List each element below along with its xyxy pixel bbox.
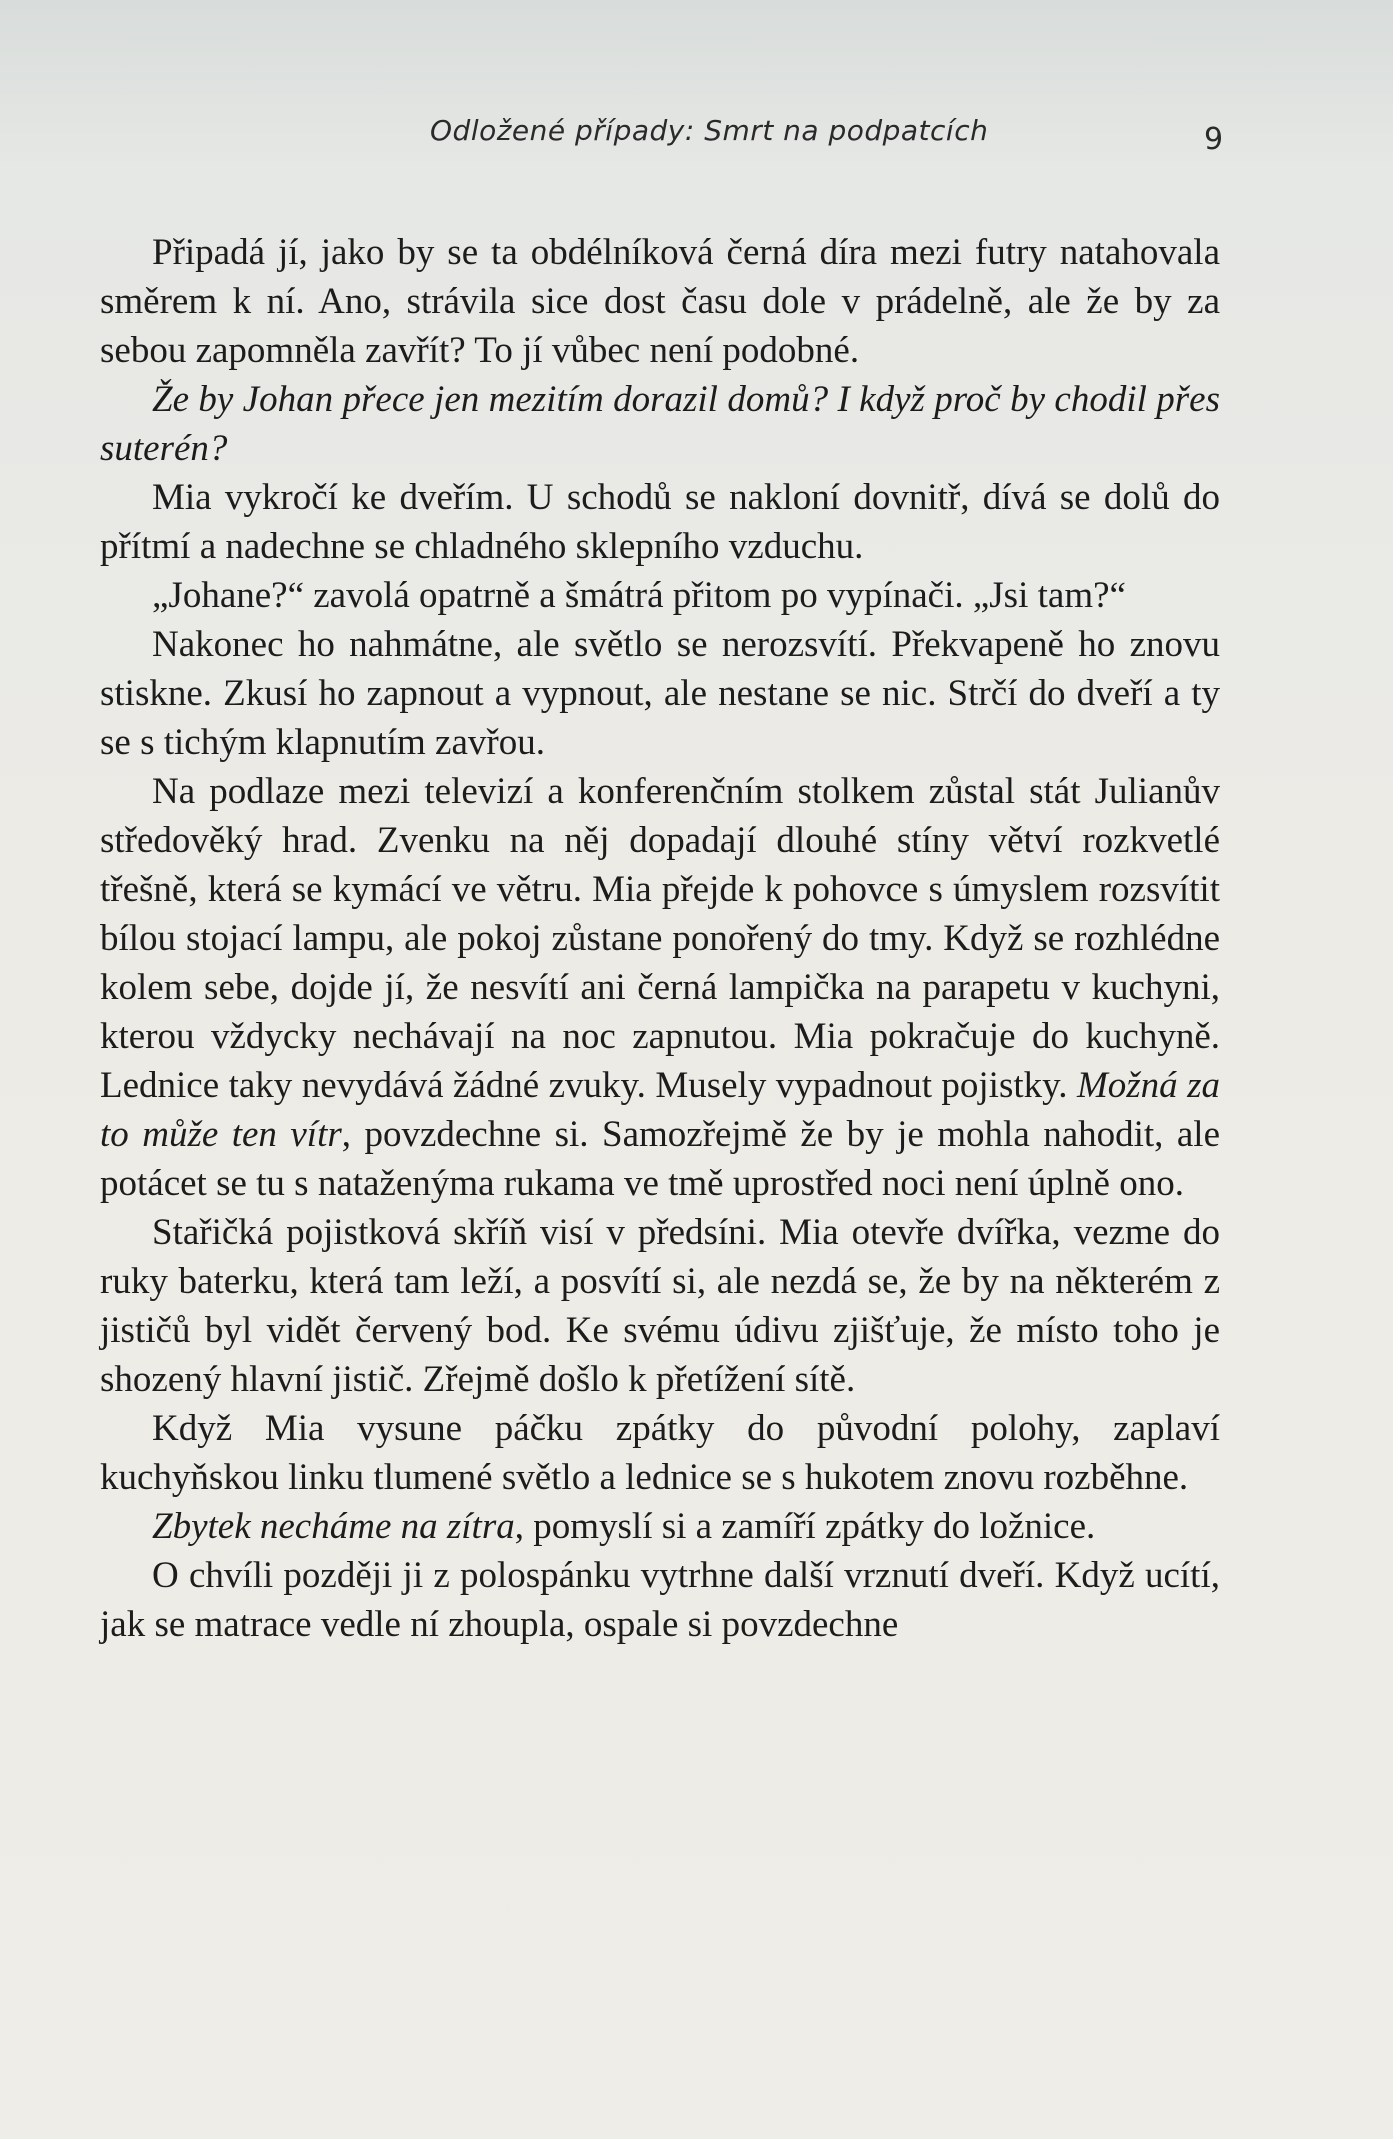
text-run: Když Mia vysune páčku zpátky do původní polohy, zaplaví kuchyňskou linku tlumené světlo a lednice se s hukotem znovu rozběhne. [100, 1408, 1220, 1498]
text-run: „Johane?“ zavolá opatrně a šmátrá přitom po vypínači. „Jsi tam?“ [152, 575, 1126, 616]
text-run-italic: Možná za to může ten vítr [100, 1065, 1220, 1155]
body-text [100, 228, 1220, 1649]
page-number: 9 [1204, 122, 1224, 157]
text-run: Nakonec ho nahmátne, ale světlo se nerozsvítí. Překvapeně ho znovu stiskne. Zkusí ho zapnout a vypnout, ale nestane se nic. Strčí do dveří a ty se s tichým klapnutím zavřou. [100, 624, 1220, 763]
text-run: Stařičká pojistková skříň visí v předsíni. Mia otevře dvířka, vezme do ruky baterku, která tam leží, a posvítí si, ale nezdá se, že by na některém z jističů byl vidět červený bod. Ke svému údivu zjišťuje, že místo toho je shozený hlavní jistič. Zřejmě došlo k přetížení sítě. [100, 1212, 1220, 1400]
paragraph [100, 767, 1220, 1208]
paragraph [100, 1404, 1220, 1502]
text-run: Na podlaze mezi televizí a konferenčním stolkem zůstal stát Julianův středověký hrad. Zvenku na něj dopadají dlouhé stíny větví rozkvetlé třešně, která se kymácí ve větru. Mia přejde k pohovce s úmyslem rozsvítit bílou stojací lampu, ale pokoj zůstane ponořený do tmy. Když se rozhlédne kolem sebe, dojde jí, že nesvítí ani černá lampička na parapetu v kuchyni, kterou vždycky nechávají na noc zapnutou. Mia pokračuje do kuchyně. Lednice taky nevydává žádné zvuky. Musely vypadnout pojistky. [100, 771, 1220, 1106]
paragraph [100, 571, 1220, 620]
text-run-italic: Zbytek necháme na zítra [152, 1506, 515, 1547]
paragraph [100, 1551, 1220, 1649]
paragraph [100, 228, 1220, 375]
text-run: Připadá jí, jako by se ta obdélníková černá díra mezi futry natahovala směrem k ní. Ano, strávila sice dost času dole v prádelně, ale že by za sebou zapomněla zavřít? To jí vůbec není podobné. [100, 232, 1220, 371]
paragraph [100, 1502, 1220, 1551]
text-run: O chvíli později ji z polospánku vytrhne další vrznutí dveří. Když ucítí, jak se matrace vedle ní zhoupla, ospale si povzdechne [100, 1555, 1220, 1645]
text-run: Mia vykročí ke dveřím. U schodů se nakloní dovnitř, dívá se dolů do přítmí a nadechne se chladného sklepního vzduchu. [100, 477, 1220, 567]
paragraph [100, 620, 1220, 767]
running-title: Odložené případy: Smrt na podpatcích [430, 114, 989, 147]
text-run-italic: Že by Johan přece jen mezitím dorazil domů? I když proč by chodil přes suterén? [100, 379, 1220, 469]
paragraph [100, 375, 1220, 473]
paragraph [100, 1208, 1220, 1404]
paragraph [100, 473, 1220, 571]
text-run: , povzdechne si. Samozřejmě že by je mohla nahodit, ale potácet se tu s nataženýma rukama ve tmě uprostřed noci není úplně ono. [100, 1114, 1221, 1204]
text-run: , pomyslí si a zamíří zpátky do ložnice. [514, 1506, 1096, 1547]
